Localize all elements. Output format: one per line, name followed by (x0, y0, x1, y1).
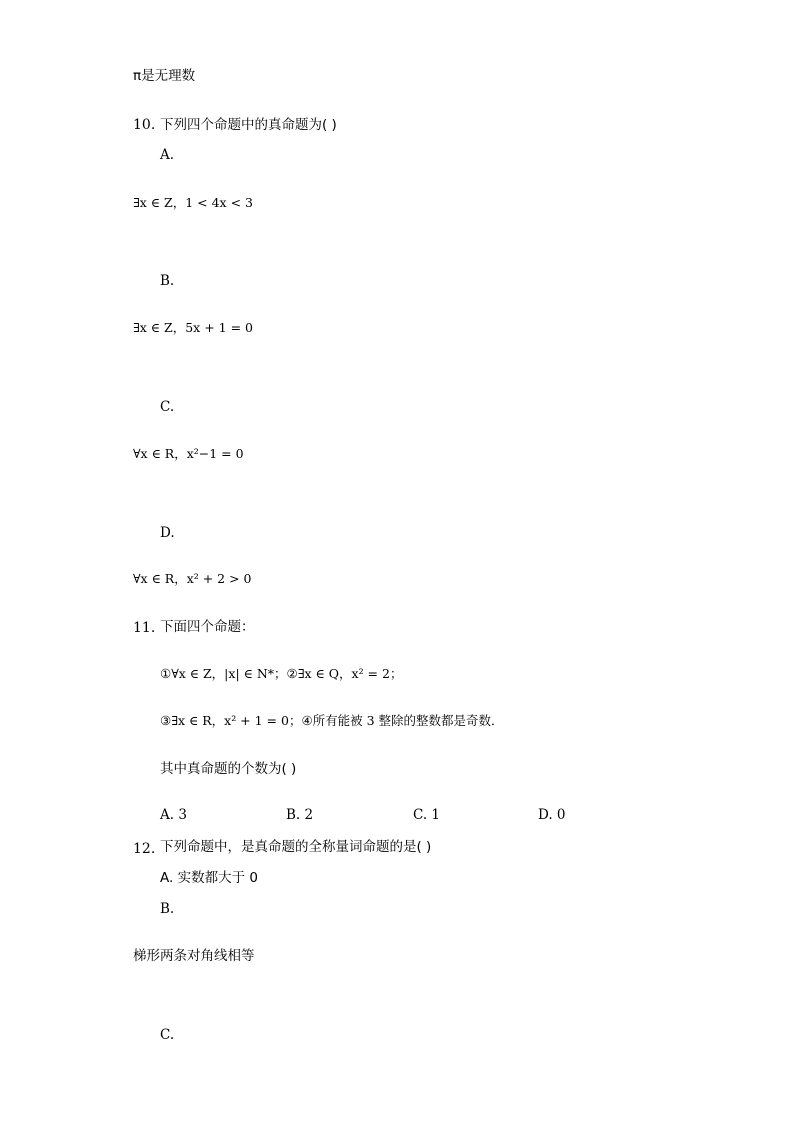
q10-number: 10. (133, 117, 156, 133)
q11-option-b: B. 2 (286, 807, 314, 823)
q12-option-a: A. 实数都大于 0 (160, 870, 258, 886)
q12-stem: 下列命题中，是真命题的全称量词命题的是( ) (160, 839, 432, 855)
q11-option-c: C. 1 (413, 807, 441, 823)
q11-number: 11. (133, 620, 156, 636)
q10-option-c-label: C. (160, 399, 175, 415)
q12-number: 12. (133, 841, 156, 857)
q11-propositions-3-4: ③∃x ∈ R，x² + 1 = 0；④所有能被 3 整除的整数都是奇数． (160, 713, 504, 728)
q11-propositions-1-2: ①∀x ∈ Z，|x| ∈ N*；②∃x ∈ Q，x² = 2； (160, 666, 403, 681)
q10-option-c-text: ∀x ∈ R，x²−1 = 0 (133, 446, 244, 461)
pi-statement: π是无理数 (133, 68, 196, 84)
q10-option-a-text: ∃x ∈ Z，1 < 4x < 3 (133, 195, 253, 210)
q12-option-b-text: 梯形两条对角线相等 (133, 948, 255, 964)
q12-option-b-label: B. (160, 901, 175, 917)
q10-option-b-text: ∃x ∈ Z，5x + 1 = 0 (133, 320, 253, 335)
q11-option-a: A. 3 (160, 807, 187, 823)
q10-stem: 下列四个命题中的真命题为( ) (160, 117, 337, 133)
q11-option-d: D. 0 (538, 807, 566, 823)
q12-option-c-label: C. (160, 1027, 175, 1043)
q10-option-b-label: B. (160, 273, 175, 289)
q10-option-a-label: A. (160, 147, 175, 163)
q10-option-d-text: ∀x ∈ R，x² + 2 > 0 (133, 571, 252, 586)
q11-stem: 下面四个命题： (160, 619, 255, 635)
q11-question: 其中真命题的个数为( ) (160, 761, 297, 777)
q10-option-d-label: D. (160, 525, 175, 541)
